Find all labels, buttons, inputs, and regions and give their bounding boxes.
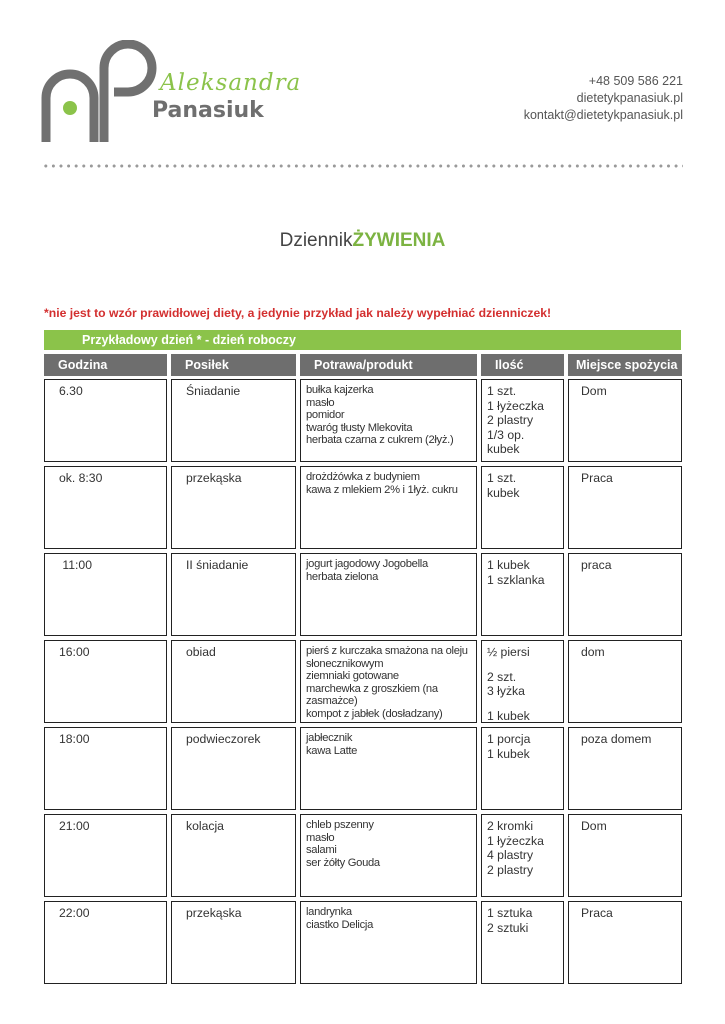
cell-time — [44, 553, 167, 636]
time-value: 22:00 — [59, 906, 90, 920]
dish-item: landrynka — [306, 906, 352, 918]
dish-item: kawa Latte — [306, 744, 358, 757]
cell-meal — [171, 379, 296, 462]
cell-quantity — [481, 379, 564, 462]
dish-item: ziemniaki gotowane — [306, 670, 399, 682]
quantity-item: 2 plastry — [487, 413, 534, 427]
quantity-item: 1 kubek — [487, 558, 530, 572]
quantity-item: 1 kubek — [487, 708, 530, 723]
dish-item: bułka kajzerka — [306, 384, 374, 396]
cell-dish — [300, 553, 477, 636]
table-body — [44, 379, 682, 984]
place-value: Dom — [581, 384, 607, 398]
dish-item: masło — [306, 831, 335, 844]
place-value: poza domem — [581, 732, 652, 746]
cell-dish — [300, 814, 477, 897]
quantity-item: 1 łyżeczka — [487, 398, 544, 413]
cell-quantity — [481, 814, 564, 897]
title-part-2: ŻYWIENIA — [352, 230, 446, 251]
email-link[interactable]: kontakt@dietetykpanasiuk.pl — [523, 108, 683, 122]
quantity-item: ½ piersi — [487, 645, 530, 659]
dish-item: herbata czarna z cukrem (2łyż.) — [306, 434, 454, 446]
table-header — [44, 354, 682, 376]
quantity-item: 1 szklanka — [487, 572, 545, 587]
dish-item: twaróg tłusty Mlekovita — [306, 421, 413, 434]
logo-script-name: Aleksandra — [160, 70, 302, 96]
page-title — [0, 230, 725, 252]
day-label-bar: Przykładowy dzień * - dzień roboczy — [44, 330, 681, 350]
quantity-item: 1/3 op. — [487, 427, 525, 442]
meal-value: przekąska — [186, 906, 242, 920]
cell-place — [568, 901, 682, 984]
cell-time — [44, 901, 167, 984]
quantity-item: kubek — [487, 485, 520, 500]
quantity-item: 2 sztuki — [487, 920, 529, 935]
header-time: Godzina — [44, 354, 171, 376]
cell-dish — [300, 901, 477, 984]
place-value: Praca — [581, 906, 613, 920]
quantity-item: 1 szt. — [487, 471, 517, 485]
quantity-item: 1 łyżeczka — [487, 833, 544, 848]
dish-item: herbata zielona — [306, 570, 379, 583]
header-meal: Posiłek — [171, 354, 300, 376]
dish-item: marchewka z groszkiem (na zasmażce) — [306, 682, 438, 707]
header-place: Miejsce spożycia — [568, 354, 682, 376]
time-value: 18:00 — [59, 732, 90, 746]
cell-quantity — [481, 640, 564, 723]
dish-item: jogurt jagodowy Jogobella — [306, 558, 428, 570]
dish-item: kompot z jabłek (dosładzany) — [306, 707, 443, 720]
cell-time — [44, 466, 167, 549]
dish-item: salami — [306, 844, 337, 856]
header-quantity: Ilość — [481, 354, 568, 376]
header-dish: Potrawa/produkt — [300, 354, 481, 376]
meal-value: II śniadanie — [186, 558, 249, 572]
cell-place — [568, 466, 682, 549]
meal-value: kolacja — [186, 819, 224, 833]
quantity-item: 1 porcja — [487, 732, 531, 746]
table-row — [44, 901, 682, 984]
cell-time — [44, 640, 167, 723]
table-row — [44, 727, 682, 810]
dish-item: chleb pszenny — [306, 819, 374, 831]
time-value: ok. 8:30 — [59, 471, 103, 485]
cell-meal — [171, 466, 296, 549]
quantity-item: 1 sztuka — [487, 906, 533, 920]
quantity-item: 2 szt. — [487, 669, 517, 684]
quantity-item: 2 kromki — [487, 819, 534, 833]
cell-quantity — [481, 466, 564, 549]
quantity-item: 1 kubek — [487, 746, 530, 761]
food-diary-table — [44, 354, 682, 988]
time-value: 21:00 — [59, 819, 90, 833]
dish-item: pierś z kurczaka smażona na oleju słonecznikowym — [306, 645, 468, 670]
quantity-item: 4 plastry — [487, 848, 534, 862]
cell-time — [44, 379, 167, 462]
cell-meal — [171, 814, 296, 897]
table-row — [44, 553, 682, 636]
cell-time — [44, 814, 167, 897]
table-row — [44, 466, 682, 549]
contact-info — [524, 73, 683, 124]
quantity-item: kubek — [487, 442, 520, 456]
logo-mark — [40, 40, 160, 150]
cell-place — [568, 727, 682, 810]
place-value: dom — [581, 645, 605, 659]
cell-quantity — [481, 901, 564, 984]
dotted-divider — [42, 164, 683, 168]
meal-value: przekąska — [186, 471, 242, 485]
table-row — [44, 814, 682, 897]
time-value: 16:00 — [59, 645, 90, 659]
cell-meal — [171, 553, 296, 636]
cell-dish — [300, 640, 477, 723]
quantity-item: 2 plastry — [487, 862, 534, 877]
meal-value: podwieczorek — [186, 732, 261, 746]
logo-bold-name: Panasiuk — [152, 98, 264, 123]
dish-item: drożdżówka z budyniem — [306, 471, 420, 483]
cell-meal — [171, 640, 296, 723]
cell-dish — [300, 466, 477, 549]
quantity-item: 3 łyżka — [487, 684, 525, 698]
place-value: praca — [581, 558, 612, 572]
cell-place — [568, 814, 682, 897]
meal-value: obiad — [186, 645, 216, 659]
dish-item: ciastko Delicja — [306, 918, 374, 931]
dish-item: kawa z mlekiem 2% i 1łyż. cukru — [306, 483, 458, 496]
cell-dish — [300, 727, 477, 810]
disclaimer-note: *nie jest to wzór prawidłowej diety, a jedynie przykład jak należy wypełniać dzienniczek! — [44, 306, 552, 320]
cell-time — [44, 727, 167, 810]
cell-place — [568, 640, 682, 723]
cell-dish — [300, 379, 477, 462]
phone-number: +48 509 586 221 — [588, 74, 683, 88]
place-value: Praca — [581, 471, 613, 485]
time-value: 6.30 — [59, 384, 83, 398]
dish-item: ser żółty Gouda — [306, 856, 380, 869]
meal-value: Śniadanie — [186, 384, 241, 398]
cell-quantity — [481, 727, 564, 810]
quantity-item: 1 szt. — [487, 384, 517, 398]
cell-place — [568, 553, 682, 636]
quantity-item — [487, 660, 563, 670]
cell-meal — [171, 727, 296, 810]
dish-item: pomidor — [306, 409, 345, 421]
place-value: Dom — [581, 819, 607, 833]
table-row — [44, 640, 682, 723]
table-row — [44, 379, 682, 462]
website-link[interactable]: dietetykpanasiuk.pl — [576, 91, 683, 105]
cell-meal — [171, 901, 296, 984]
dish-item: masło — [306, 396, 335, 409]
cell-quantity — [481, 553, 564, 636]
time-value: 11:00 — [59, 558, 92, 572]
title-part-1: Dziennik — [279, 230, 353, 251]
quantity-item — [487, 699, 563, 709]
cell-place — [568, 379, 682, 462]
dish-item: jabłecznik — [306, 732, 353, 744]
